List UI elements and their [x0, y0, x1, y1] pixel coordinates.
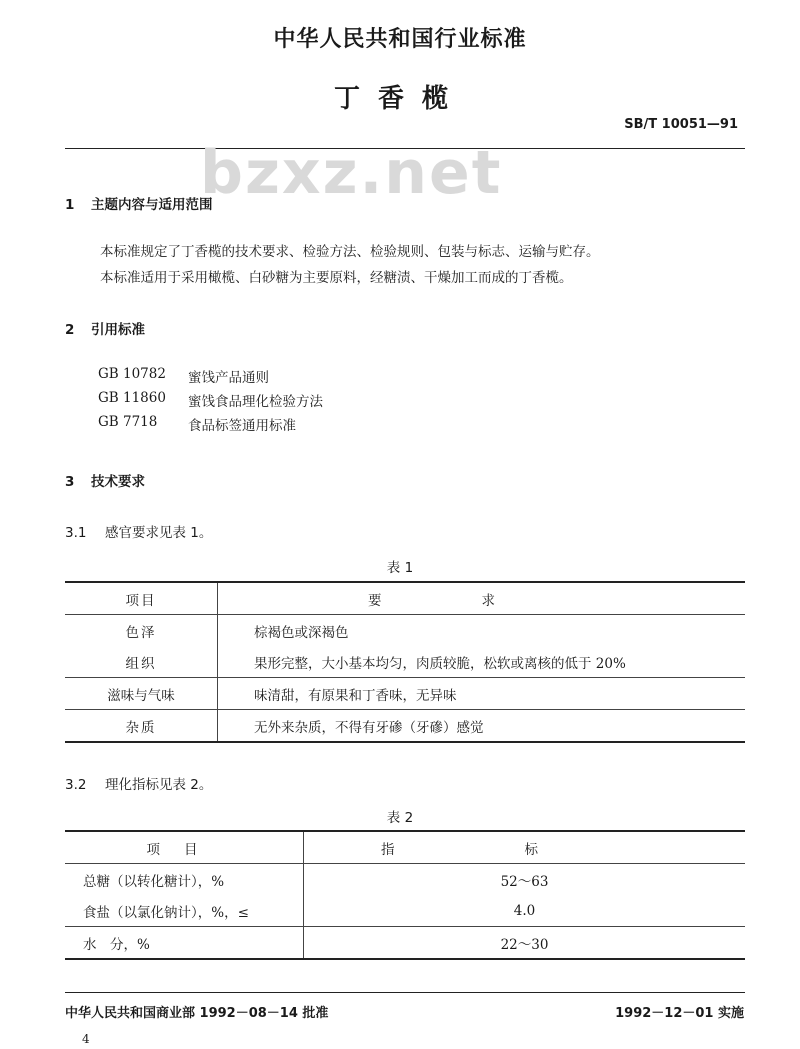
clause-3-1-text: 感官要求见表 1。	[105, 525, 213, 541]
reference-code: GB 10782	[98, 366, 166, 382]
implementation-note: 1992－12－01 实施	[615, 1006, 744, 1021]
section-1-number: 1	[65, 197, 75, 213]
org-title: 中华人民共和国行业标准	[273, 27, 527, 52]
table-row	[65, 646, 745, 678]
table-cell: 杂质	[65, 710, 218, 743]
clause-3-2-text: 理化指标见表 2。	[105, 777, 213, 793]
reference-name: 蜜饯产品通则	[188, 370, 269, 386]
section-1-paragraph-2: 本标准适用于采用橄榄、白砂糖为主要原料，经糖渍、干燥加工而成的丁香榄。	[100, 270, 573, 286]
approval-note: 中华人民共和国商业部 1992－08－14 批准	[65, 1006, 329, 1021]
table-row	[65, 864, 745, 896]
reference-list	[98, 366, 323, 438]
table-1-header-requirement: 要求	[218, 582, 746, 615]
table-1	[65, 581, 745, 743]
table-header-row	[65, 831, 745, 864]
reference-code: GB 7718	[98, 414, 158, 430]
section-3-title: 技术要求	[91, 474, 145, 490]
footer-rule	[65, 992, 745, 993]
section-2-heading	[65, 318, 145, 338]
section-2-number: 2	[65, 322, 75, 338]
table-1-caption: 表 1	[386, 560, 414, 576]
page-number: 4	[82, 1032, 90, 1046]
clause-3-1-number: 3.1	[65, 525, 87, 541]
table-cell: 组织	[65, 646, 218, 678]
reference-item	[98, 390, 323, 414]
doc-title: 丁香榄	[333, 84, 466, 114]
table-cell: 22～30	[304, 927, 746, 960]
reference-item	[98, 414, 323, 438]
reference-code: GB 11860	[98, 390, 166, 406]
table-cell: 果形完整，大小基本均匀，肉质较脆，松软或离核的低于 20%	[218, 646, 746, 678]
table-cell: 滋味与气味	[65, 678, 218, 710]
standard-code: SB/T 10051—91	[624, 117, 738, 132]
clause-3-1	[65, 521, 212, 541]
watermark: bzxz.net	[200, 138, 503, 208]
table-cell: 味清甜，有原果和丁香味，无异味	[218, 678, 746, 710]
table-cell: 色泽	[125, 624, 157, 641]
table-2-header-index: 指标	[304, 831, 746, 864]
table-cell: 水 分，%	[65, 927, 304, 960]
section-3-heading	[65, 470, 145, 490]
section-3-number: 3	[65, 474, 75, 490]
table-cell: 4.0	[304, 895, 746, 927]
table-cell: 棕褐色或深褐色	[218, 615, 746, 647]
table-row	[65, 927, 745, 960]
table-cell: 52～63	[304, 864, 746, 896]
section-1-title: 主题内容与适用范围	[91, 197, 213, 213]
table-row	[65, 895, 745, 927]
table-row	[65, 615, 745, 647]
table-cell: 总糖（以转化糖计），%	[83, 873, 225, 890]
table-cell: 无外来杂质，不得有牙碜（牙磣）感觉	[218, 710, 746, 743]
table-1-header-item: 项目	[65, 582, 218, 615]
reference-name: 食品标签通用标准	[188, 418, 296, 434]
section-1-paragraph-1: 本标准规定了丁香榄的技术要求、检验方法、检验规则、包装与标志、运输与贮存。	[100, 244, 600, 260]
clause-3-2-number: 3.2	[65, 777, 87, 793]
clause-3-2	[65, 773, 212, 793]
section-1-heading	[65, 193, 213, 213]
table-row	[65, 710, 745, 743]
table-2	[65, 830, 745, 960]
table-2-header-item: 项目	[65, 831, 304, 864]
reference-item	[98, 366, 323, 390]
table-2-caption: 表 2	[386, 810, 414, 826]
table-header-row	[65, 582, 745, 615]
section-2-title: 引用标准	[91, 322, 145, 338]
reference-name: 蜜饯食品理化检验方法	[188, 394, 323, 410]
table-cell: 食盐（以氯化钠计），%，≤	[65, 895, 304, 927]
table-row	[65, 678, 745, 710]
